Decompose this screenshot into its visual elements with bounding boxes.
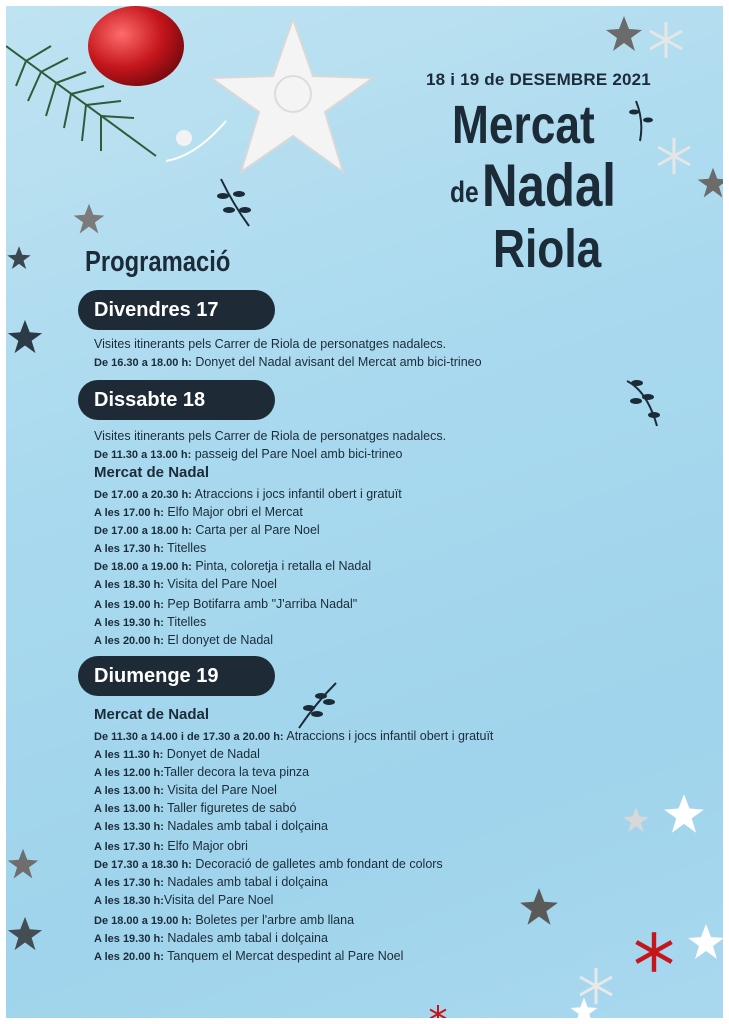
program-text: Donyet de Nadal <box>163 747 260 761</box>
program-line <box>94 948 403 965</box>
leaf-sprig-icon <box>622 371 667 431</box>
program-time: De 17.00 a 20.30 h: <box>94 489 192 501</box>
program-text: Visita del Pare Noel <box>163 783 277 797</box>
silver-star-icon <box>6 318 44 356</box>
title-riola: Riola <box>493 219 602 279</box>
ornament-string-icon <box>126 116 236 176</box>
program-text: Visita del Pare Noel <box>163 577 277 591</box>
program-time: De 11.30 a 13.00 h: <box>94 449 192 461</box>
program-line <box>94 632 273 649</box>
title-mercat: Mercat <box>452 95 595 155</box>
day-pill-divendres: Divendres 17 <box>78 290 275 330</box>
program-time: A les 17.30 h: <box>94 841 164 853</box>
program-text: Atraccions i jocs infantil obert i gratuït <box>191 487 402 501</box>
silver-star-icon <box>6 241 32 275</box>
program-text: Donyet del Nadal avisant del Mercat amb bici-trineo <box>191 355 482 369</box>
silver-star-icon <box>622 806 650 834</box>
program-line <box>94 856 443 873</box>
program-text: Nadales amb tabal i dolçaina <box>163 931 328 945</box>
program-time: A les 13.00 h: <box>94 803 164 815</box>
program-time: A les 19.00 h: <box>94 599 164 611</box>
program-line <box>94 354 482 371</box>
program-line <box>94 818 328 835</box>
program-time: De 18.00 a 19.00 h: <box>94 561 192 573</box>
program-text: Elfo Major obri <box>163 839 248 853</box>
program-time: A les 19.30 h: <box>94 617 164 629</box>
program-text: Pep Botifarra amb "J'arriba Nadal" <box>163 597 358 611</box>
program-time: A les 20.00 h: <box>94 951 164 963</box>
program-text: Titelles <box>163 615 207 629</box>
program-line <box>94 800 296 817</box>
program-line <box>94 522 320 539</box>
poster <box>6 6 723 1018</box>
program-text: Taller decora la teva pinza <box>163 765 310 779</box>
program-time: A les 13.30 h: <box>94 821 164 833</box>
program-line <box>94 912 354 929</box>
program-time: A les 17.30 h: <box>94 877 164 889</box>
program-time: A les 18.30 h: <box>94 895 164 907</box>
program-heading: Programació <box>85 246 231 278</box>
section-heading: Mercat de Nadal <box>94 706 210 723</box>
program-line <box>94 746 260 763</box>
program-line <box>94 446 402 463</box>
program-time: De 11.30 a 14.00 i de 17.30 a 20.00 h: <box>94 731 284 743</box>
program-time: A les 19.30 h: <box>94 933 164 945</box>
program-text: Taller figuretes de sabó <box>163 801 297 815</box>
program-time: A les 12.00 h: <box>94 767 164 779</box>
program-text: Tanquem el Mercat despedint al Pare Noel <box>163 949 404 963</box>
white-star-icon <box>686 922 723 962</box>
program-line <box>94 930 328 947</box>
event-date: 18 i 19 de DESEMBRE 2021 <box>426 70 651 89</box>
program-line <box>94 874 328 891</box>
program-line <box>94 782 277 799</box>
program-text: El donyet de Nadal <box>163 633 274 647</box>
program-text: Boletes per l'arbre amb llana <box>191 913 355 927</box>
white-star-icon <box>566 996 602 1018</box>
day-pill-dissabte: Dissabte 18 <box>78 380 275 420</box>
program-time: De 17.30 a 18.30 h: <box>94 859 192 871</box>
silver-star-icon <box>72 202 106 236</box>
title-nadal: Nadal <box>482 152 616 219</box>
section-heading: Mercat de Nadal <box>94 464 210 481</box>
silver-star-icon <box>6 912 44 956</box>
day-intro: Visites itinerants pels Carrer de Riola de personatges nadalecs. <box>94 337 447 351</box>
silver-star-icon <box>696 166 723 200</box>
program-time: A les 18.30 h: <box>94 579 164 591</box>
program-text: Titelles <box>163 541 207 555</box>
program-line <box>94 540 206 557</box>
program-line <box>94 892 273 909</box>
program-text: Atraccions i jocs infantil obert i gratuït <box>283 729 494 743</box>
program-time: A les 13.00 h: <box>94 785 164 797</box>
program-text: Carta per al Pare Noel <box>191 523 320 537</box>
day-pill-diumenge: Diumenge 19 <box>78 656 275 696</box>
white-star-icon <box>662 792 706 836</box>
program-line <box>94 614 206 631</box>
program-time: A les 17.30 h: <box>94 543 164 555</box>
program-text: Nadales amb tabal i dolçaina <box>163 875 328 889</box>
day-intro: Visites itinerants pels Carrer de Riola de personatges nadalecs. <box>94 429 447 443</box>
leaf-sprig-icon <box>291 678 341 733</box>
program-time: De 18.00 a 19.00 h: <box>94 915 192 927</box>
program-text: Elfo Major obri el Mercat <box>163 505 303 519</box>
silver-star-icon <box>518 886 560 928</box>
program-text: Pinta, coloretja i retalla el Nadal <box>191 559 372 573</box>
program-line <box>94 838 248 855</box>
program-time: A les 20.00 h: <box>94 635 164 647</box>
silver-star-icon <box>6 844 40 884</box>
program-time: De 16.30 a 18.00 h: <box>94 357 192 369</box>
snowflake-icon <box>646 20 686 60</box>
program-line <box>94 486 402 503</box>
program-time: De 17.00 a 18.00 h: <box>94 525 192 537</box>
program-line <box>94 558 371 575</box>
program-time: A les 11.30 h: <box>94 749 164 761</box>
leaf-sprig-icon <box>626 96 656 146</box>
red-snowflake-icon <box>632 930 676 974</box>
program-line <box>94 728 493 745</box>
title-de: de <box>450 176 479 209</box>
red-snowflake-icon <box>421 1004 455 1018</box>
program-line <box>94 596 357 613</box>
snowflake-icon <box>654 136 694 176</box>
red-ornament-icon <box>76 6 196 101</box>
program-text: Nadales amb tabal i dolçaina <box>163 819 328 833</box>
program-time: A les 17.00 h: <box>94 507 164 519</box>
leaf-sprig-icon <box>211 174 256 234</box>
program-text: Decoració de galletes amb fondant de colors <box>191 857 443 871</box>
program-text: Visita del Pare Noel <box>163 893 274 907</box>
program-line <box>94 576 277 593</box>
program-line <box>94 504 303 521</box>
program-text: passeig del Pare Noel amb bici-trineo <box>191 447 403 461</box>
program-line <box>94 764 309 781</box>
silver-star-icon <box>604 14 644 54</box>
